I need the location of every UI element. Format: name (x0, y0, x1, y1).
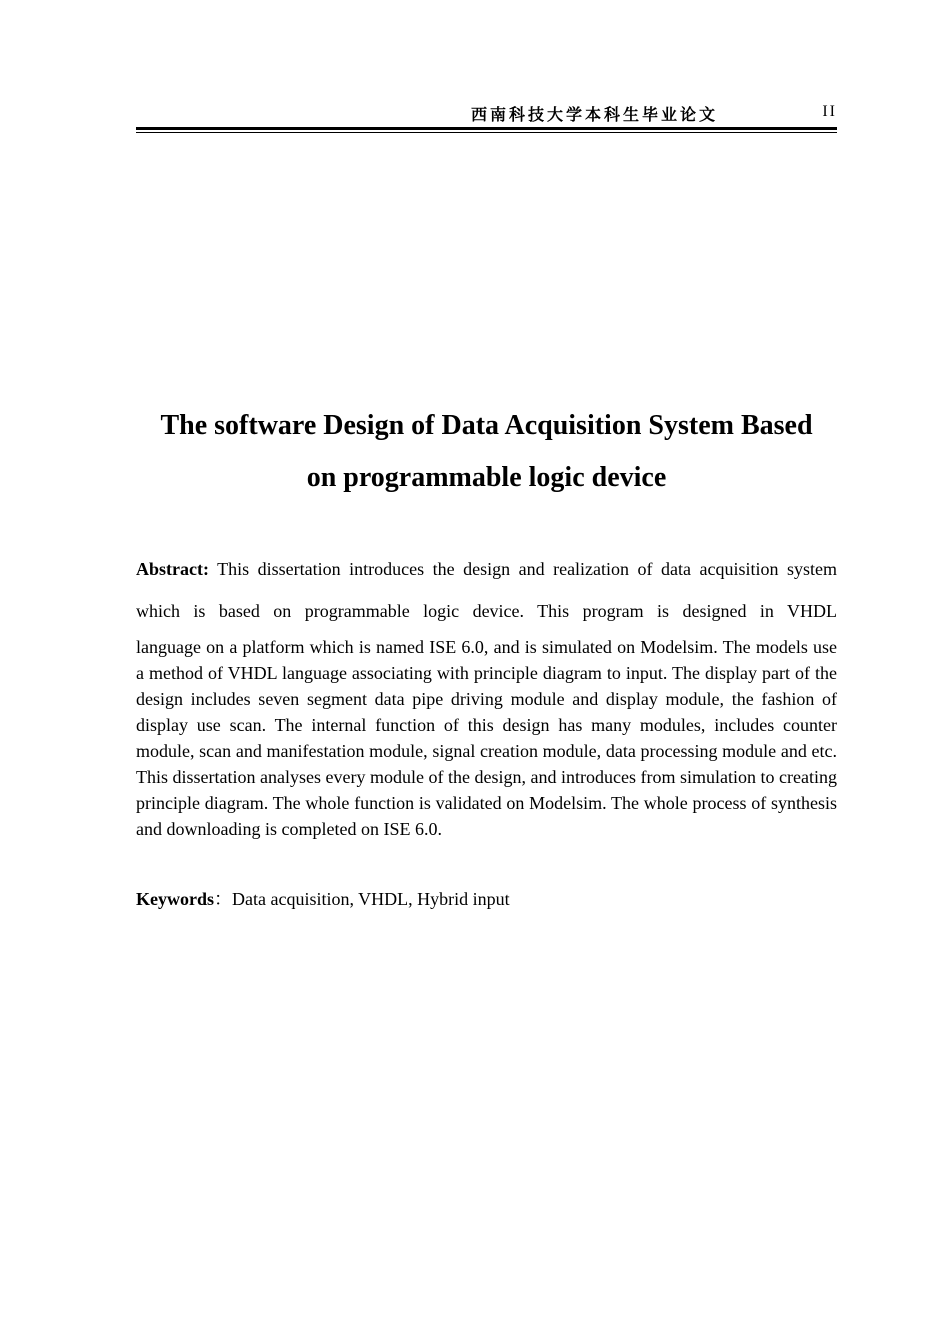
abstract-second-line: which is based on programmable logic device. This program is designed in VHDL (136, 601, 837, 621)
header-rule-thick (136, 127, 837, 130)
abstract-first-line (136, 556, 837, 582)
page-header (136, 100, 837, 134)
abstract-body: language on a platform which is named ISE 6.0, and is simulated on Modelsim. The models use a method of VHDL language associating with principle diagram to input. The display part of the design includes seven segment data pipe driving module and display module, the fashion of display use scan. The internal function of this design has many modules, includes counter module, scan and manifestation module, signal creation module, data processing module and etc. This dissertation analyses every module of the design, and introduces from simulation to creating principle diagram. The whole function is validated on Modelsim. The whole process of synthesis and downloading is completed on ISE 6.0. (136, 637, 837, 839)
thesis-title (136, 400, 837, 504)
page-number: II (822, 103, 837, 120)
thesis-title-line-1: The software Design of Data Acquisition System Based (160, 410, 813, 441)
keywords-value: Data acquisition, VHDL, Hybrid input (232, 889, 510, 909)
abstract-line-1-text: This dissertation introduces the design and realization of data acquisition system (208, 559, 837, 579)
keywords-label: Keywords (136, 889, 214, 909)
header-rule-thin (136, 132, 837, 133)
keywords-section (136, 886, 837, 912)
running-header-title: 西南科技大学本科生毕业论文 (471, 105, 719, 124)
thesis-title-line-2: on programmable logic device (306, 462, 667, 493)
abstract-label: Abstract: (136, 559, 209, 579)
abstract-section (136, 556, 837, 842)
keywords-separator: ： (214, 889, 232, 909)
